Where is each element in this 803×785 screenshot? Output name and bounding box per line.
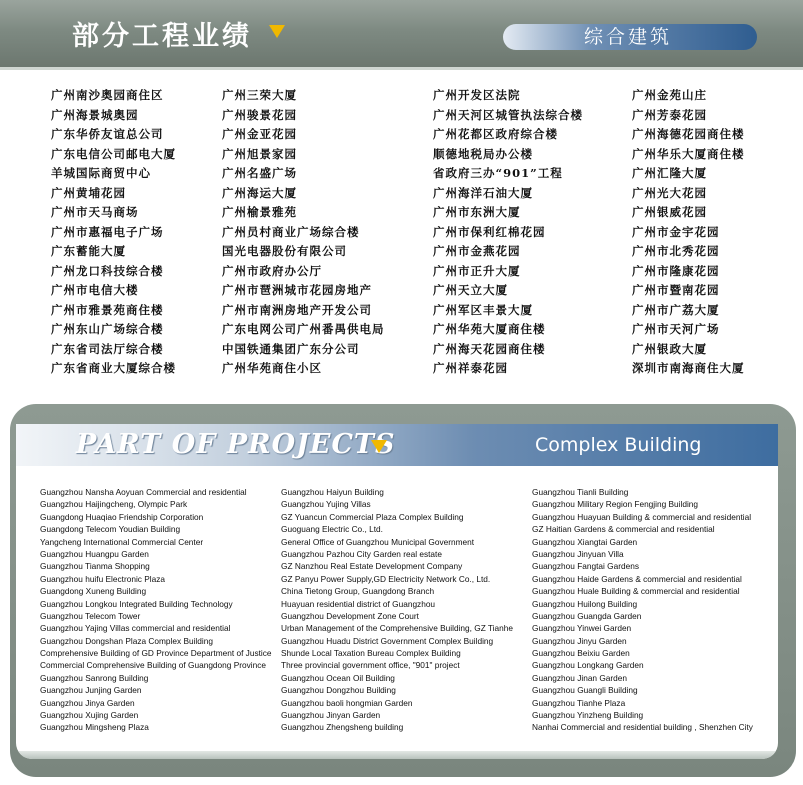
cn-project-item: 广东电信公司邮电大厦 [51, 146, 176, 161]
cn-project-item: 广州市正升大厦 [433, 263, 521, 278]
en-project-item: Guangzhou Longkang Garden [532, 660, 644, 671]
cn-section-title: 部分工程业绩 [72, 21, 252, 52]
cn-project-item: 广州汇隆大厦 [632, 166, 707, 180]
cn-project-item: 广州海洋石油大厦 [433, 185, 533, 200]
cn-project-item: 广州市金宇花园 [632, 224, 720, 239]
en-project-item: Guangzhou Development Zone Court [281, 610, 419, 621]
en-project-item: Guangzhou Jinyan Garden [281, 710, 381, 721]
en-project-item: Guangzhou Yajing Villas commercial and residential [40, 623, 231, 634]
en-project-item: Three provincial government office, "901" project [281, 660, 460, 671]
cn-project-item: 广州芳泰花园 [632, 107, 707, 122]
cn-project-item: 中国铁通集团广东分公司 [222, 341, 360, 356]
en-project-item: Guangdong Telecom Youdian Building [40, 524, 181, 535]
en-project-item: GZ Haitian Gardens & commercial and residential [532, 524, 715, 535]
cn-project-item: 广州海天花园商住楼 [433, 341, 546, 356]
cn-project-item: 广州华苑商住小区 [222, 361, 322, 375]
en-project-item: Guangzhou Beixiu Garden [532, 648, 630, 659]
en-project-item: Guangzhou Haijingcheng, Olympic Park [40, 499, 188, 510]
en-project-item: Guangzhou Zhengsheng building [281, 722, 404, 733]
cn-project-list-col-3 [433, 86, 583, 379]
en-project-item: Guangzhou huifu Electronic Plaza [40, 573, 165, 584]
cn-project-item: 广州天河区城管执法综合楼 [433, 107, 583, 122]
cn-project-item: 广州开发区法院 [433, 88, 521, 102]
en-project-item: GZ Panyu Power Supply,GD Electricity Network Co., Ltd. [281, 573, 491, 584]
en-project-item: Guangzhou Jinan Garden [532, 672, 628, 683]
en-project-item: Guangdong Xuneng Building [40, 586, 147, 597]
cn-project-item: 广州市惠福电子广场 [51, 224, 164, 239]
en-project-item: Guangzhou Haide Gardens & commercial and residential [532, 573, 742, 584]
en-project-item: Guangzhou Yinzheng Building [532, 710, 644, 721]
en-project-item: Guangzhou Huale Building & commercial and residential [532, 586, 740, 597]
cn-project-item: 广州金亚花园 [222, 127, 297, 141]
en-project-list-col-2 [281, 486, 513, 734]
en-project-item: Guangzhou Dongzhou Building [281, 685, 396, 696]
en-project-item: Guangzhou Yinwei Garden [532, 623, 632, 634]
cn-project-item: 广州名盛广场 [222, 166, 297, 180]
en-project-item: Yangcheng International Commercial Center [40, 536, 204, 547]
en-project-item: Guangzhou Tianhe Plaza [532, 697, 626, 708]
en-project-list-col-1 [40, 486, 272, 734]
cn-project-item: 广州员村商业广场综合楼 [222, 224, 360, 239]
en-project-item: Guangzhou Jinya Garden [40, 697, 135, 708]
cn-project-item: 广州市广荔大厦 [632, 302, 720, 317]
en-project-item: Guoguang Electric Co., Ltd. [281, 524, 383, 535]
cn-project-list-col-1 [51, 86, 176, 379]
cn-project-item: 广州华苑大厦商住楼 [433, 322, 546, 336]
en-project-item: Guangzhou Telecom Tower [40, 610, 141, 621]
cn-project-item: 广州海运大厦 [222, 185, 297, 200]
en-project-item: Guangzhou Haiyun Building [281, 487, 384, 497]
cn-project-item: 广州市北秀花园 [632, 244, 720, 258]
en-project-item: GZ Yuancun Commercial Plaza Complex Building [281, 511, 464, 522]
en-project-item: Guangzhou Xiangtai Garden [532, 536, 638, 547]
en-category-label: Complex Building [535, 434, 702, 456]
cn-project-item: 广州军区丰景大厦 [433, 302, 533, 317]
cn-project-item: 广州银政大厦 [632, 341, 707, 356]
en-project-item: Guangzhou baoli hongmian Garden [281, 697, 413, 708]
cn-project-item: 省政府三办“901”工程 [433, 166, 563, 180]
en-section-title: PART OF PROJECTS [76, 429, 396, 460]
en-project-item: Shunde Local Taxation Bureau Complex Building [281, 648, 461, 659]
cn-project-item: 广州东山广场综合楼 [51, 322, 164, 336]
cn-project-item: 广东电网公司广州番禺供电局 [222, 322, 385, 336]
cn-project-item: 广州黄埔花园 [51, 185, 126, 200]
cn-project-item: 广州骏景花园 [222, 107, 297, 122]
cn-project-item: 广州花都区政府综合楼 [433, 127, 558, 141]
cn-project-item: 广州天立大厦 [433, 283, 508, 297]
en-project-item: Guangzhou Tianli Building [532, 487, 629, 497]
en-project-item: Guangzhou Military Region Fengjing Building [532, 499, 699, 510]
en-project-item: Guangzhou Huadu District Government Complex Building [281, 635, 494, 646]
cn-project-list-col-4 [632, 86, 745, 379]
cn-project-item: 广州市琶洲城市花园房地产 [222, 283, 372, 297]
cn-project-item: 广州市保利红棉花园 [433, 224, 546, 239]
cn-project-item: 顺德地税局办公楼 [433, 146, 533, 161]
en-project-item: Commercial Comprehensive Building of Guangdong Province [40, 660, 266, 671]
cn-project-list-col-2 [222, 86, 385, 379]
cn-project-item: 广州市电信大楼 [51, 283, 139, 297]
en-panel-body [16, 424, 778, 759]
cn-project-item: 广州祥泰花园 [433, 361, 508, 375]
cn-project-item: 广州市暨南花园 [632, 283, 720, 297]
cn-project-item: 广州市政府办公厅 [222, 263, 322, 278]
cn-project-item: 广州海德花园商住楼 [632, 127, 745, 141]
cn-project-item: 广州市东洲大厦 [433, 205, 521, 219]
cn-project-item: 广州旭景家园 [222, 146, 297, 161]
cn-project-item: 广东省商业大厦综合楼 [51, 361, 176, 375]
en-project-item: Guangdong Huaqiao Friendship Corporation [40, 511, 204, 522]
cn-project-item: 广州三荣大厦 [222, 88, 297, 102]
en-project-item: Guangzhou Sanrong Building [40, 672, 149, 683]
en-project-item: Guangzhou Junjing Garden [40, 685, 142, 696]
cn-project-item: 广东蓄能大厦 [51, 244, 126, 258]
cn-project-item: 广东华侨友谊总公司 [51, 127, 164, 141]
cn-project-item: 广东省司法厅综合楼 [51, 341, 164, 356]
cn-project-item: 深圳市南海商住大厦 [632, 361, 745, 375]
en-project-item: Guangzhou Mingsheng Plaza [40, 722, 149, 733]
en-project-item: Guangzhou Fangtai Gardens [532, 561, 640, 572]
en-header-banner [16, 424, 778, 466]
en-project-item: Guangzhou Huayuan Building & commercial and residential [532, 511, 752, 522]
en-project-item: China Tietong Group, Guangdong Branch [281, 586, 435, 597]
en-project-item: Guangzhou Xujing Garden [40, 710, 139, 721]
en-project-item: Guangzhou Nansha Aoyuan Commercial and residential [40, 487, 247, 497]
cn-project-item: 广州龙口科技综合楼 [51, 263, 164, 278]
cn-project-item: 广州市雅景苑商住楼 [51, 302, 164, 317]
en-project-item: Guangzhou Guangli Building [532, 685, 638, 696]
cn-project-item: 广州市南洲房地产开发公司 [222, 302, 372, 317]
en-project-item: Urban Management of the Comprehensive Building, GZ Tianhe [281, 623, 513, 634]
en-project-item: Guangzhou Guangda Garden [532, 610, 642, 621]
cn-project-item: 广州华乐大厦商住楼 [632, 146, 745, 161]
en-project-item: Guangzhou Pazhou City Garden real estate [281, 548, 442, 559]
en-panel-footer [16, 751, 778, 759]
cn-project-item: 广州市天河广场 [632, 322, 720, 336]
en-project-item: Nanhai Commercial and residential building , Shenzhen City [532, 722, 753, 733]
cn-project-item: 广州海景城奥园 [51, 107, 139, 122]
cn-project-item: 国光电器股份有限公司 [222, 244, 347, 258]
en-project-item: Guangzhou Longkou Integrated Building Technology [40, 598, 233, 609]
en-project-item: Guangzhou Huangpu Garden [40, 548, 149, 559]
cn-category-label: 综合建筑 [584, 26, 673, 48]
cn-project-item: 广州市隆康花园 [632, 263, 720, 278]
cn-project-item: 广州金苑山庄 [632, 88, 707, 102]
cn-project-item: 广州市金燕花园 [433, 244, 521, 258]
en-project-item: Guangzhou Jinyuan Villa [532, 548, 624, 559]
en-project-item: Guangzhou Jinyu Garden [532, 635, 627, 646]
en-project-list-col-3 [532, 486, 753, 734]
en-project-item: Guangzhou Tianma Shopping [40, 561, 150, 572]
en-project-item: Guangzhou Yujing Villas [281, 499, 371, 510]
cn-header-banner [0, 0, 803, 70]
triangle-down-icon [269, 25, 285, 38]
en-project-item: Guangzhou Huilong Building [532, 598, 638, 609]
cn-project-item: 广州市天马商场 [51, 205, 139, 219]
en-project-item: Guangzhou Dongshan Plaza Complex Building [40, 635, 213, 646]
en-project-item: GZ Nanzhou Real Estate Development Company [281, 561, 463, 572]
cn-project-item: 广州榆景雅苑 [222, 205, 297, 219]
en-project-item: Huayuan residential district of Guangzhou [281, 598, 436, 609]
cn-project-item: 广州光大花园 [632, 185, 707, 200]
en-project-item: Guangzhou Ocean Oil Building [281, 672, 395, 683]
cn-project-item: 羊城国际商贸中心 [51, 166, 151, 180]
en-project-item: Comprehensive Building of GD Province Department of Justice [40, 648, 272, 659]
cn-project-item: 广州银威花园 [632, 205, 707, 219]
cn-project-item: 广州南沙奥园商住区 [51, 88, 164, 102]
triangle-down-icon [371, 440, 387, 453]
en-project-item: General Office of Guangzhou Municipal Government [281, 536, 475, 547]
